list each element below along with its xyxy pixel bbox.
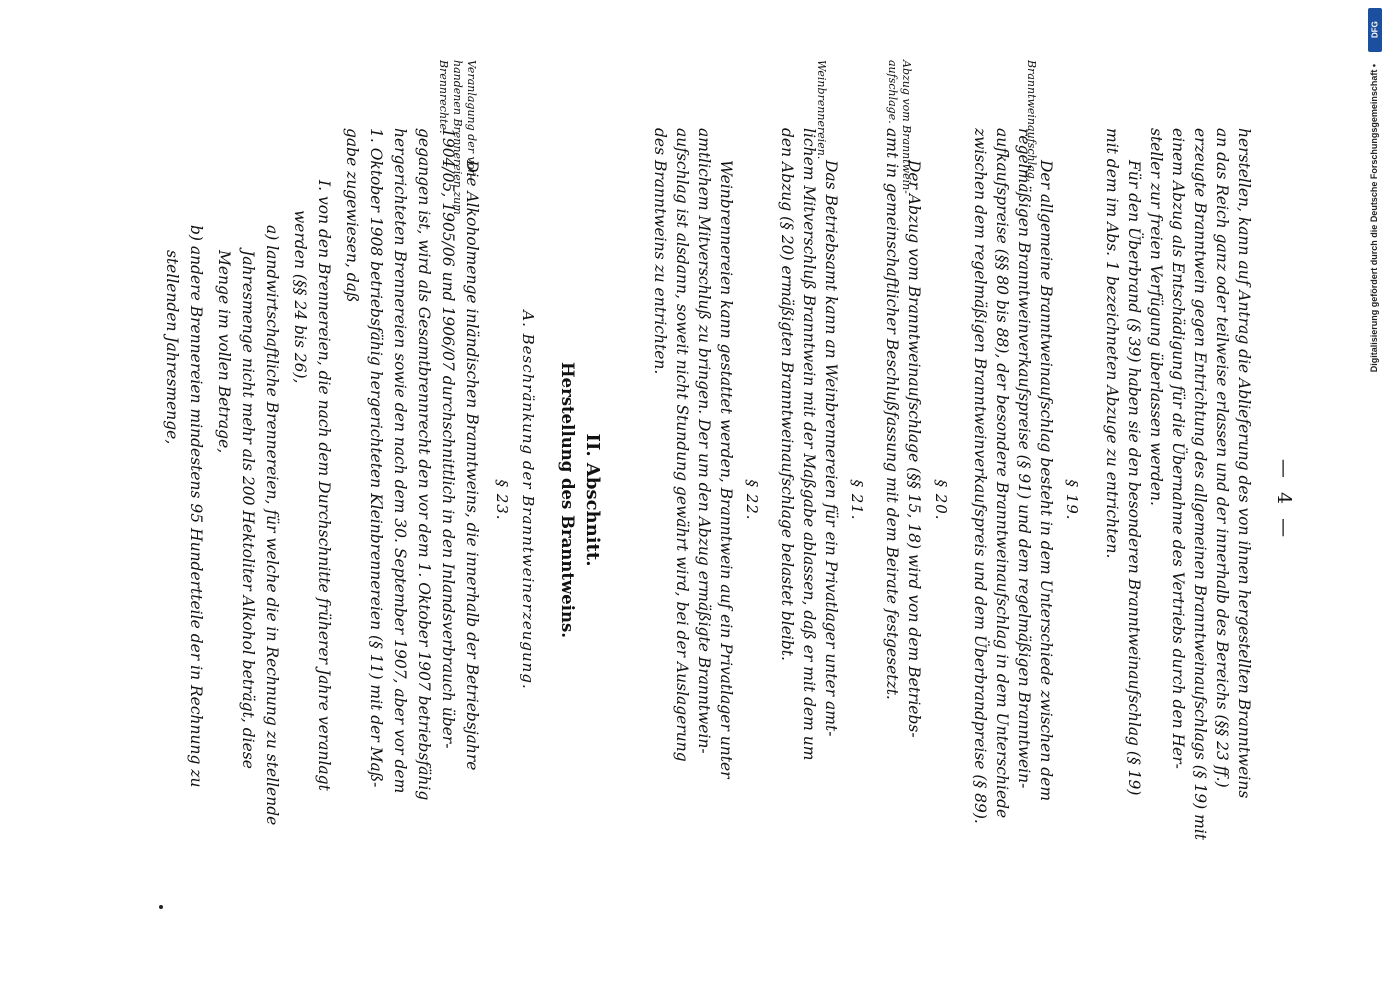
section-heading: § 20. — [932, 479, 950, 521]
text-line: amtlichem Mitverschluß zu bringen. Der um den Abzug ermäßigte Branntwein- — [695, 128, 713, 754]
page-number: — 4 — — [1273, 458, 1295, 542]
text-line: Menge im vollen Betrage, — [215, 250, 233, 454]
text-line: einem Abzug als Entschädigung für die Übernahme des Vertriebs durch den Her- — [1169, 128, 1187, 769]
digitization-watermark — [1367, 8, 1383, 988]
section-heading: § 19. — [1063, 479, 1081, 521]
text-line: regelmäßigen Branntweinverkaufspreise (§ 91) und dem regelmäßigen Branntwein- — [1015, 128, 1033, 789]
text-line: hergerichteten Brennereien sowie den nach dem 30. September 1907, aber vor dem — [391, 128, 409, 794]
text-line: Der allgemeine Branntweinaufschlag besteht in dem Unterschiede zwischen dem — [1037, 160, 1055, 802]
text-line: 1904/05, 1905/06 und 1906/07 durchschnittlich in den Inlandsverbrauch über- — [439, 128, 457, 749]
text-line: herstellen, kann auf Antrag die Ablieferung des von ihnen hergestellten Branntweins — [1235, 128, 1253, 799]
text-line: a) landwirtschaftliche Brennereien, für welche die in Rechnung zu stellende — [263, 225, 281, 826]
subheading: A. Beschränkung der Branntweinerzeugung. — [519, 310, 537, 690]
text-line: aufschlag ist alsdann, soweit nicht Stundung gewährt wird, bei der Auslagerung — [673, 128, 691, 762]
part-title: Herstellung des Branntweins. — [558, 361, 577, 638]
margin-note: Weinbrennereien. — [815, 60, 828, 160]
text-line: erzeugte Branntwein gegen Entrichtung des allgemeinen Branntweinaufschlags (§ 19) mit — [1191, 128, 1209, 841]
text-line: werden (§§ 24 bis 26), — [291, 210, 309, 384]
text-line: stellenden Jahresmenge, — [163, 250, 181, 445]
text-line: gabe zugewiesen, daß — [343, 128, 361, 303]
text-line: steller zur freien Verfügung überlassen werden. — [1147, 128, 1165, 506]
margin-note: Veranlagung der vor- handenen Brennereien zum Brennrechte. — [437, 60, 478, 215]
watermark-text: Digitalisierung gefördert durch die Deutsche Forschungsgemeinschaft • — [1369, 64, 1379, 373]
text-line: zwischen dem regelmäßigen Branntweinverkaufspreis und dem Überbrandpreise (§ 89). — [971, 128, 989, 824]
text-line: Jahresmenge nicht mehr als 200 Hektoliter Alkohol beträgt, diese — [239, 250, 257, 769]
section-heading: § 21. — [848, 479, 866, 521]
text-line: an das Reich ganz oder teilweise erlassen und der innerhalb des Bereichs (§§ 23 ff.) — [1213, 128, 1231, 788]
margin-note: Branntweinaufschlag. — [1025, 60, 1038, 183]
text-line: Weinbrennereien kann gestattet werden, Branntwein auf ein Privatlager unter — [717, 160, 735, 779]
part-heading: II. Abschnitt. — [582, 433, 603, 567]
section-heading: § 22. — [743, 479, 761, 521]
text-line: gegangen ist, wird als Gesamtbrennrecht den vor dem 1. Oktober 1907 betriebsfähig — [415, 128, 433, 801]
text-line: des Branntweins zu entrichten. — [651, 128, 669, 375]
text-line: Das Betriebsamt kann an Weinbrennereien für ein Privatlager unter amt- — [822, 160, 840, 737]
text-line: den Abzug (§ 20) ermäßigten Branntweinaufschlage belastet bleibt. — [778, 128, 796, 661]
text-line: Die Alkoholmenge inländischen Branntweins, die innerhalb der Betriebsjahre — [463, 160, 481, 771]
text-line: b) andere Brennereien mindestens 95 Hundertteile der in Rechnung zu — [187, 225, 205, 788]
text-line: Für den Überbrand (§ 39) haben sie den besonderen Branntweinaufschlag (§ 19) — [1125, 160, 1143, 796]
dust-speck — [159, 905, 163, 909]
dfg-logo: DFG — [1368, 8, 1382, 52]
text-line: lichem Mitverschluß Branntwein mit der Maßgabe ablassen, daß er mit dem um — [800, 128, 818, 761]
text-line: amt in gemeinschaftlicher Beschlußfassung mit dem Beirate festgesetzt. — [883, 128, 901, 700]
text-line: mit dem im Abs. 1 bezeichneten Abzuge zu entrichten. — [1103, 128, 1121, 559]
text-line: aufkaufspreise (§§ 80 bis 88), der besondere Branntweinaufschlag in dem Unterschiede — [993, 128, 1011, 819]
section-heading: § 23. — [493, 479, 511, 521]
text-line: I. von den Brennereien, die nach dem Durchschnitte früherer Jahre veranlagt — [315, 180, 333, 791]
text-line: 1. Oktober 1908 betriebsfähig hergerichteten Kleinbrennereien (§ 11) mit der Maß- — [367, 128, 385, 788]
text-line: Der Abzug vom Branntweinaufschlage (§§ 15, 18) wird von dem Betriebs- — [905, 160, 923, 738]
margin-note: Abzug vom Branntwein- aufschlage. — [886, 60, 913, 194]
